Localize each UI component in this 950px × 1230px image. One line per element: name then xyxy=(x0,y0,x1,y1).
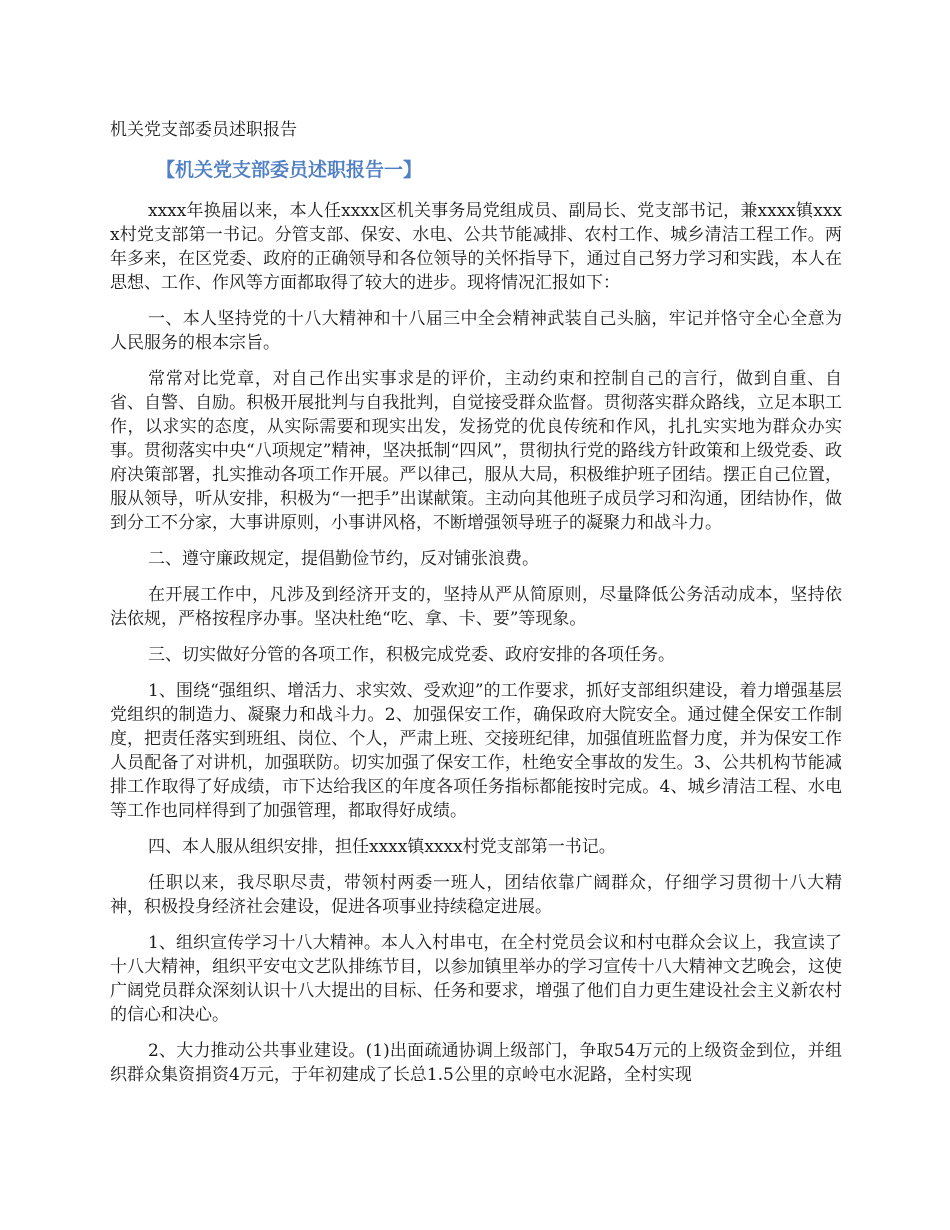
document-title: 机关党支部委员述职报告 xyxy=(110,120,297,140)
paragraph: 1、组织宣传学习十八大精神。本人入村串屯，在全村党员会议和村屯群众会议上，我宣读了十八大精神，组织平安屯文艺队排练节目，以参加镇里举办的学习宣传十八大精神文艺晚会，这使广阔党员群众深刻认识十八大提出的目标、任务和要求，增强了他们自力更生建设社会主义新农村的信心和决心。 xyxy=(110,933,842,1025)
section-heading: 【机关党支部委员述职报告一】 xyxy=(156,159,423,181)
paragraph: xxxx年换届以来，本人任xxxx区机关事务局党组成员、副局长、党支部书记，兼xxxx镇xxxx村党支部第一书记。分管支部、保安、水电、公共节能减排、农村工作、城乡清洁工程工作。两年多来，在区党委、政府的正确领导和各位领导的关怀指导下，通过自己努力学习和实践，本人在思想、工作、作风等方面都取得了较大的进步。现将情况汇报如下： xyxy=(110,201,842,293)
paragraph: 四、本人服从组织安排，担任xxxx镇xxxx村党支部第一书记。 xyxy=(148,837,616,857)
paragraph: 任职以来，我尽职尽责，带领村两委一班人，团结依靠广阔群众，仔细学习贯彻十八大精神，积极投身经济社会建设，促进各项事业持续稳定进展。 xyxy=(110,873,842,917)
paragraph: 2、大力推动公共事业建设。(1)出面疏通协调上级部门，争取54万元的上级资金到位，并组织群众集资捐资4万元，于年初建成了长总1.5公里的京岭屯水泥路，全村实现 xyxy=(110,1041,842,1085)
paragraph: 一、本人坚持党的十八大精神和十八届三中全会精神武装自己头脑，牢记并恪守全心全意为人民服务的根本宗旨。 xyxy=(110,309,842,353)
document-page xyxy=(110,118,842,1099)
paragraph: 三、切实做好分管的各项工作，积极完成党委、政府安排的各项任务。 xyxy=(148,645,675,665)
paragraph: 1、围绕“强组织、增活力、求实效、受欢迎”的工作要求，抓好支部组织建设，着力增强基层党组织的制造力、凝聚力和战斗力。2、加强保安工作，确保政府大院安全。通过健全保安工作制度，把责任落实到班组、岗位、个人，严肃上班、交接班纪律，加强值班监督力度，并为保安工作人员配备了对讲机，加强联防。切实加强了保安工作，杜绝安全事故的发生。3、公共机构节能减排工作取得了好成绩，市下达给我区的年度各项任务指标都能按时完成。4、城乡清洁工程、水电等工作也同样得到了加强管理，都取得好成绩。 xyxy=(110,681,842,821)
document-body xyxy=(110,199,842,1087)
paragraph: 在开展工作中，凡涉及到经济开支的，坚持从严从简原则，尽量降低公务活动成本，坚持依法依规，严格按程序办事。坚决杜绝“吃、拿、卡、要”等现象。 xyxy=(110,585,842,629)
paragraph: 常常对比党章，对自己作出实事求是的评价，主动约束和控制自己的言行，做到自重、自省、自警、自励。积极开展批判与自我批判，自觉接受群众监督。贯彻落实群众路线，立足本职工作，以求实的态度，从实际需要和现实出发，发扬党的优良传统和作风，扎扎实实地为群众办实事。贯彻落实中央“八项规定”精神，坚决抵制“四风”，贯彻执行党的路线方针政策和上级党委、政府决策部署，扎实推动各项工作开展。严以律己，服从大局，积极维护班子团结。摆正自己位置，服从领导，听从安排，积极为“一把手”出谋献策。主动向其他班子成员学习和沟通，团结协作，做到分工不分家，大事讲原则，小事讲风格，不断增强领导班子的凝聚力和战斗力。 xyxy=(110,369,842,533)
paragraph: 二、遵守廉政规定，提倡勤俭节约，反对铺张浪费。 xyxy=(148,549,539,569)
